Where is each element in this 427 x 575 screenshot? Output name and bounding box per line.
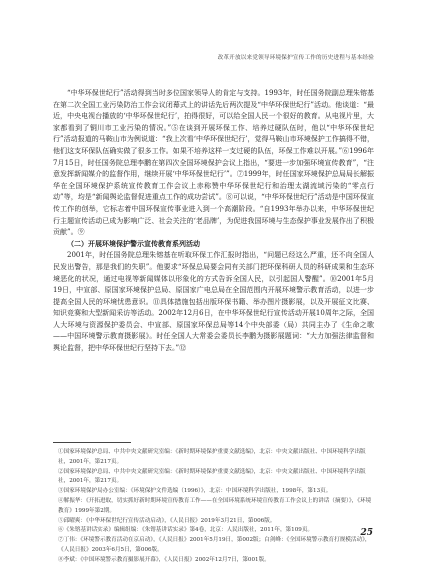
footnote: ③国家环境保护局办公室编：《环境保护文件选编（1996）》，北京：中国环境科学出版社，1998年，第13页。 — [58, 488, 332, 495]
page-number: 25 — [360, 528, 373, 538]
footnote: ⑦丁伟：《环境警示教育活动在京启动》，《人民日报》2001年5月19日，第002版；白剑峰：《全国环境警示教育打规模活动》，《人民日报》2003年6月5日，第006版。 — [58, 537, 371, 553]
footnote: ⑧李斌：《中国环境警示教育摄影展开幕》，《人民日报》2002年12月7日，第001版。 — [58, 556, 270, 563]
section-subheading: （二）开展环境保护警示宣传教育系列活动 — [67, 239, 200, 248]
footnote: ⑥《朱镕基讲话实录》编辑组编：《朱镕基讲话实录》第4卷，北京：人民出版社，2011年，第109页。 — [58, 527, 314, 534]
footnotes — [58, 448, 374, 566]
body-text — [53, 88, 374, 355]
footnote: ①国家环境保护总局、中共中央文献研究室编：《新时期环境保护重要文献选编》，北京：中央文献出版社、中国环境科学出版社，2001年，第217页。 — [58, 449, 366, 465]
running-header: 改革开放以来党领导环境保护宣传工作的历史进程与基本经验 — [217, 55, 374, 61]
body-paragraph: “中华环保世纪行”活动得到当时多位国家领导人的肯定与支持。1993年，时任国务院副总理朱镕基在第二次全国工业污染防治工作会议闭幕式上的讲话先后两次提及“中华环保世纪行”活动。他谈道：“最近，中央电视台播放的‘中华环保世纪行’，拍得很好，可以给全国人民一个很好的教育。从电视片里，大家都看到了铜川市工业污染的情况。”⑤在谈到开展环保工作、培养过硬队伍时，他以“中华环保世纪行”活动报道的马鞍山市为例说道：“我上次看‘中华环保世纪行’，觉得马鞍山市环境保护工作搞得不错，他们这支环保队伍确实做了很多工作。如果不培养这样一支过硬的队伍，环保工作难以开展。”⑥1996年7月15日，时任国务院总理李鹏在第四次全国环境保护会议上指出，“要进一步加强环境宣传教育”，“注意发挥新闻媒介的监督作用，继续开展‘中华环保世纪行’”。⑦1999年，时任国家环境保护总局局长解振华在全国环境保护系统宣传教育工作会议上赤称赞中华环保世纪行和治理太湖流域污染的“零点行动”等，均是“新闻舆论监督促进重点工作的成功尝试”。⑧可以说，“中华环保世纪行”活动是中国环保宣传工作的创举，它标志着中国环保宣传事业进入到一个高潮阶段。“自1993年举办以来，中华环保世纪行主题宣传活动已成为影响广泛、社会关注的‘老品牌’，为促进我国环境与生态保护事业发展作出了积极贡献”。⑨ — [53, 89, 374, 237]
footnote-divider — [53, 442, 131, 443]
body-paragraph: 2001年，时任国务院总理朱镕基在听取环保工作汇报时指出，“问题已经这么严重，还不向全国人民发出警告，那是我们的失职”。他要求“环保总局要会同有关部门把环保科研人员的科研成果和生态环境恶化的状况，通过电视等新闻媒体以形象化的方式告诉全国人民，以引起国人警醒”。⑩2001年5月19日，中宣部、原国家环境保护总局、原国家广电总局在全国范围内开展环境警示教育活动，以进一步提高全国人民的环境忧患意识。⑪具体措施包括出版环保书籍、举办图片摄影展，以及开展征文比赛、知识竞赛和大型新闻采访等活动。2002年12月6日，在中华环保世纪行宣传活动开展10周年之际，全国人大环境与资源保护委员会、中宣部、原国家环保总局等14个中央部委（局）共同主办了《生命之歌——中国环境警示教育摄影展》。时任全国人大常委会委员长李鹏为摄影展题词：“大力加强法律监督和舆论监督，把中华环保世纪行坚持下去。”⑫ — [53, 251, 374, 353]
footnote: ②国家环境保护总局、中共中央文献研究室编：《新时期环境保护重要文献选编》，北京：中央文献出版社、中国环境科学出版社，2001年，第217页。 — [58, 468, 366, 485]
footnote: ⑤邱曜爽：《中华环保世纪行宣传活动启动》，《人民日报》2019年3月21日，第006版。 — [58, 517, 276, 524]
footnote: ④解振华：《开拓进取，切实抓好新时期环境宣传教育工作——在全国环境系统环境宣传教育工作会议上的讲话（摘要）》，《环境教育》1999年第2期。 — [58, 497, 372, 514]
